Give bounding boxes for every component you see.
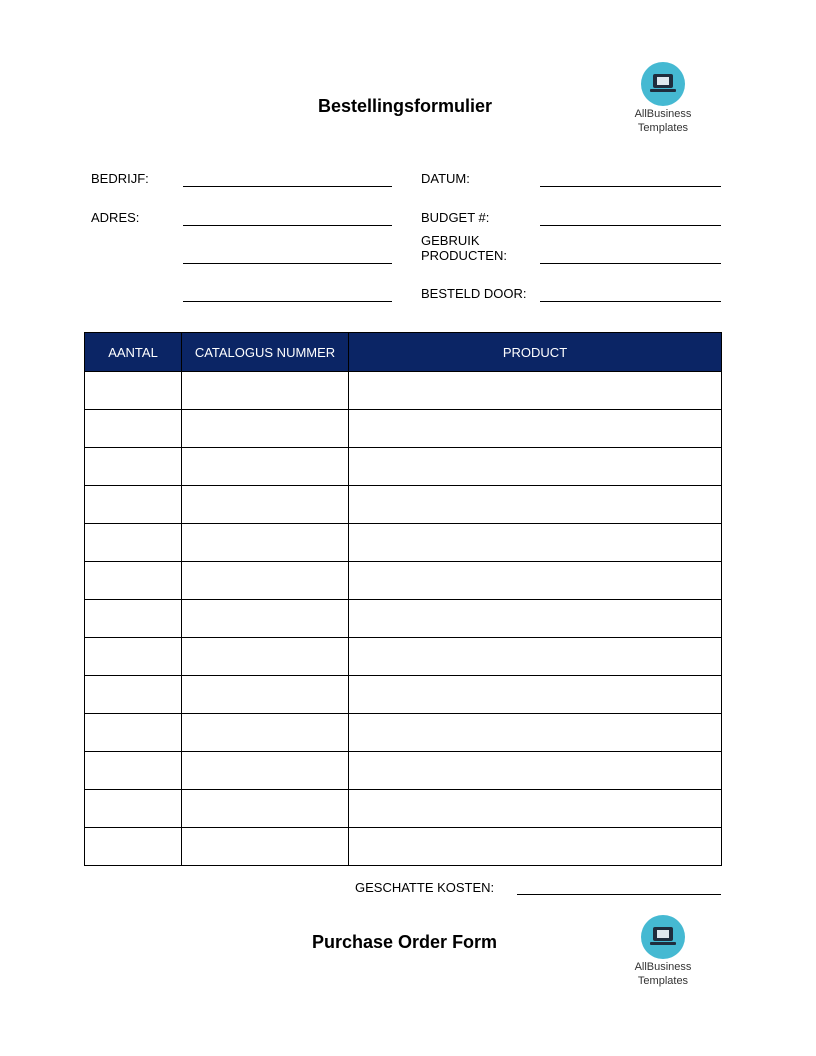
column-header-catalogus: CATALOGUS NUMMER xyxy=(182,333,349,372)
catalogus-cell[interactable] xyxy=(182,562,349,600)
aantal-cell[interactable] xyxy=(85,638,182,676)
allbusiness-logo-footer xyxy=(618,915,708,987)
catalogus-cell[interactable] xyxy=(182,638,349,676)
logo-text-line1: AllBusiness xyxy=(634,108,692,120)
column-header-product: PRODUCT xyxy=(349,333,722,372)
table-row xyxy=(85,600,722,638)
laptop-icon xyxy=(641,915,685,959)
aantal-cell[interactable] xyxy=(85,410,182,448)
adres-field-1[interactable] xyxy=(183,225,392,226)
logo-text-line1: AllBusiness xyxy=(634,961,692,973)
besteld-field[interactable] xyxy=(540,301,721,302)
order-table-body xyxy=(85,372,722,866)
catalogus-cell[interactable] xyxy=(182,752,349,790)
catalogus-cell[interactable] xyxy=(182,790,349,828)
laptop-icon xyxy=(641,62,685,106)
bedrijf-label: BEDRIJF: xyxy=(91,171,149,186)
adres-field-3[interactable] xyxy=(183,301,392,302)
budget-label: BUDGET #: xyxy=(421,210,490,225)
table-row xyxy=(85,752,722,790)
order-table xyxy=(84,332,722,866)
product-cell[interactable] xyxy=(349,828,722,866)
allbusiness-logo xyxy=(618,62,708,134)
budget-field[interactable] xyxy=(540,225,721,226)
product-cell[interactable] xyxy=(349,486,722,524)
gebruik-label-line2: PRODUCTEN: xyxy=(421,248,507,263)
product-cell[interactable] xyxy=(349,676,722,714)
aantal-cell[interactable] xyxy=(85,524,182,562)
catalogus-cell[interactable] xyxy=(182,676,349,714)
catalogus-cell[interactable] xyxy=(182,410,349,448)
catalogus-cell[interactable] xyxy=(182,600,349,638)
aantal-cell[interactable] xyxy=(85,600,182,638)
cost-field[interactable] xyxy=(517,894,721,895)
footer-title: Purchase Order Form xyxy=(312,932,498,952)
table-row xyxy=(85,448,722,486)
page-title: Bestellingsformulier xyxy=(318,96,493,116)
table-row xyxy=(85,486,722,524)
besteld-label: BESTELD DOOR: xyxy=(421,286,527,301)
aantal-cell[interactable] xyxy=(85,790,182,828)
logo-text-line2: Templates xyxy=(637,975,689,987)
table-row xyxy=(85,676,722,714)
aantal-cell[interactable] xyxy=(85,562,182,600)
product-cell[interactable] xyxy=(349,562,722,600)
product-cell[interactable] xyxy=(349,410,722,448)
catalogus-cell[interactable] xyxy=(182,448,349,486)
catalogus-cell[interactable] xyxy=(182,828,349,866)
aantal-cell[interactable] xyxy=(85,486,182,524)
table-row xyxy=(85,790,722,828)
table-header-row xyxy=(85,333,722,372)
product-cell[interactable] xyxy=(349,600,722,638)
catalogus-cell[interactable] xyxy=(182,486,349,524)
logo-text-line2: Templates xyxy=(637,122,689,134)
gebruik-field[interactable] xyxy=(540,263,721,264)
gebruik-label-line1: GEBRUIK xyxy=(421,233,480,248)
adres-field-2[interactable] xyxy=(183,263,392,264)
table-row xyxy=(85,562,722,600)
table-row xyxy=(85,524,722,562)
product-cell[interactable] xyxy=(349,790,722,828)
product-cell[interactable] xyxy=(349,638,722,676)
adres-label: ADRES: xyxy=(91,210,140,225)
aantal-cell[interactable] xyxy=(85,372,182,410)
cost-label: GESCHATTE KOSTEN: xyxy=(355,880,495,895)
product-cell[interactable] xyxy=(349,448,722,486)
catalogus-cell[interactable] xyxy=(182,524,349,562)
product-cell[interactable] xyxy=(349,524,722,562)
table-row xyxy=(85,410,722,448)
catalogus-cell[interactable] xyxy=(182,372,349,410)
column-header-aantal: AANTAL xyxy=(85,333,182,372)
aantal-cell[interactable] xyxy=(85,752,182,790)
aantal-cell[interactable] xyxy=(85,714,182,752)
product-cell[interactable] xyxy=(349,372,722,410)
datum-label: DATUM: xyxy=(421,171,470,186)
gebruik-label xyxy=(421,233,507,263)
bedrijf-field[interactable] xyxy=(183,186,392,187)
table-row xyxy=(85,714,722,752)
datum-field[interactable] xyxy=(540,186,721,187)
table-row xyxy=(85,828,722,866)
aantal-cell[interactable] xyxy=(85,828,182,866)
table-row xyxy=(85,372,722,410)
catalogus-cell[interactable] xyxy=(182,714,349,752)
aantal-cell[interactable] xyxy=(85,448,182,486)
product-cell[interactable] xyxy=(349,714,722,752)
aantal-cell[interactable] xyxy=(85,676,182,714)
product-cell[interactable] xyxy=(349,752,722,790)
table-row xyxy=(85,638,722,676)
